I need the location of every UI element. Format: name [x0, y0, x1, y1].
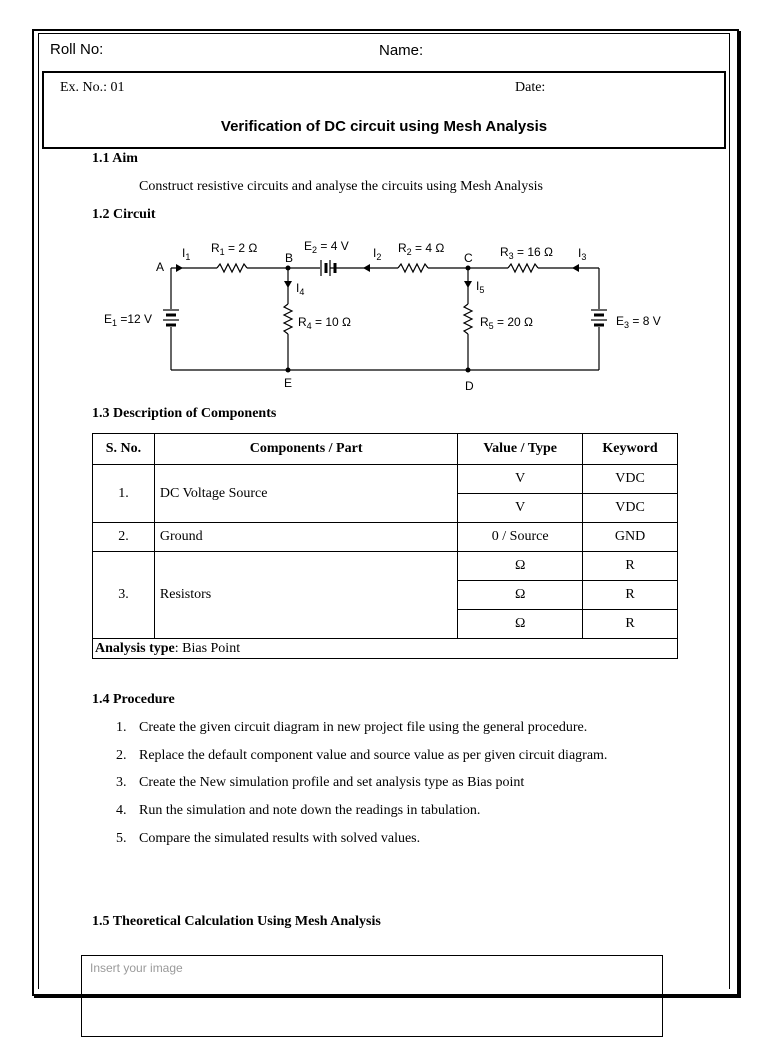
analysis-type-row: [93, 639, 678, 659]
image-placeholder-text: Insert your image: [90, 961, 183, 975]
list-item: 3. Create the New simulation profile and set analysis type as Bias point: [116, 775, 525, 790]
table-row: Ω R: [93, 581, 678, 610]
image-placeholder-box[interactable]: [81, 955, 663, 1037]
list-item: 4. Run the simulation and note down the readings in tabulation.: [116, 803, 481, 818]
table-row: 2. Ground 0 / Source GND: [93, 523, 678, 552]
experiment-title: Verification of DC circuit using Mesh Analysis: [220, 118, 548, 135]
analysis-type-label: Analysis type: [95, 640, 175, 656]
aim-heading: 1.1 Aim: [92, 151, 138, 166]
components-table: [92, 433, 678, 659]
table-row: V VDC: [93, 494, 678, 523]
list-item: 2. Replace the default component value and source value as per given circuit diagram.: [116, 748, 608, 763]
label-e1: $E_1 =12$ V: [104, 312, 153, 328]
table-row: 3. Resistors Ω R: [93, 552, 678, 581]
theory-heading: 1.5 Theoretical Calculation Using Mesh Analysis: [92, 914, 381, 929]
aim-text: Construct resistive circuits and analyse the circuits using Mesh Analysis: [139, 179, 543, 194]
col-header-keyword: Keyword: [583, 434, 678, 465]
components-heading: 1.3 Description of Components: [92, 406, 277, 421]
col-header-sno: S. No.: [93, 434, 155, 465]
node-a: A: [156, 260, 165, 274]
analysis-type-value: : Bias Point: [174, 640, 241, 656]
current-i5: $I_5$: [476, 279, 485, 295]
roll-no-label: Roll No:: [50, 41, 104, 58]
ex-no: Ex. No.: 01: [60, 80, 125, 95]
col-header-value: Value / Type: [458, 434, 583, 465]
table-header-row: [93, 434, 678, 465]
node-c: C: [464, 251, 473, 265]
circuit-diagram: [0, 0, 768, 400]
current-i2: $I_2$: [373, 246, 382, 262]
list-item: 1. Create the given circuit diagram in new project file using the general procedure.: [116, 720, 588, 735]
current-i3: $I_3$: [578, 246, 587, 262]
name-label: Name:: [379, 42, 424, 59]
date-label: Date:: [515, 80, 546, 95]
label-r5: $R_5 = 20$ Ω: [480, 315, 534, 331]
label-e3: $E_3 = 8$ V: [616, 314, 661, 330]
node-e: E: [284, 376, 293, 390]
table-row: 1. DC Voltage Source V VDC: [93, 465, 678, 494]
col-header-part: Components / Part: [154, 434, 457, 465]
label-r1: $R_1 = 2$ Ω: [211, 241, 258, 257]
circuit-heading: 1.2 Circuit: [92, 207, 156, 222]
node-d: D: [465, 379, 474, 393]
label-r3: $R_3 = 16$ Ω: [500, 245, 554, 261]
current-i4: $I_4$: [296, 281, 305, 297]
label-r2: $R_2 = 4$ Ω: [398, 241, 445, 257]
table-row: Ω R: [93, 610, 678, 639]
label-e2: $E_2 = 4$ V: [304, 239, 349, 255]
list-item: 5. Compare the simulated results with solved values.: [116, 831, 421, 846]
node-b: B: [285, 251, 294, 265]
label-r4: $R_4 = 10$ Ω: [298, 315, 352, 331]
current-i1: $I_1$: [182, 246, 191, 262]
procedure-heading: 1.4 Procedure: [92, 692, 175, 707]
